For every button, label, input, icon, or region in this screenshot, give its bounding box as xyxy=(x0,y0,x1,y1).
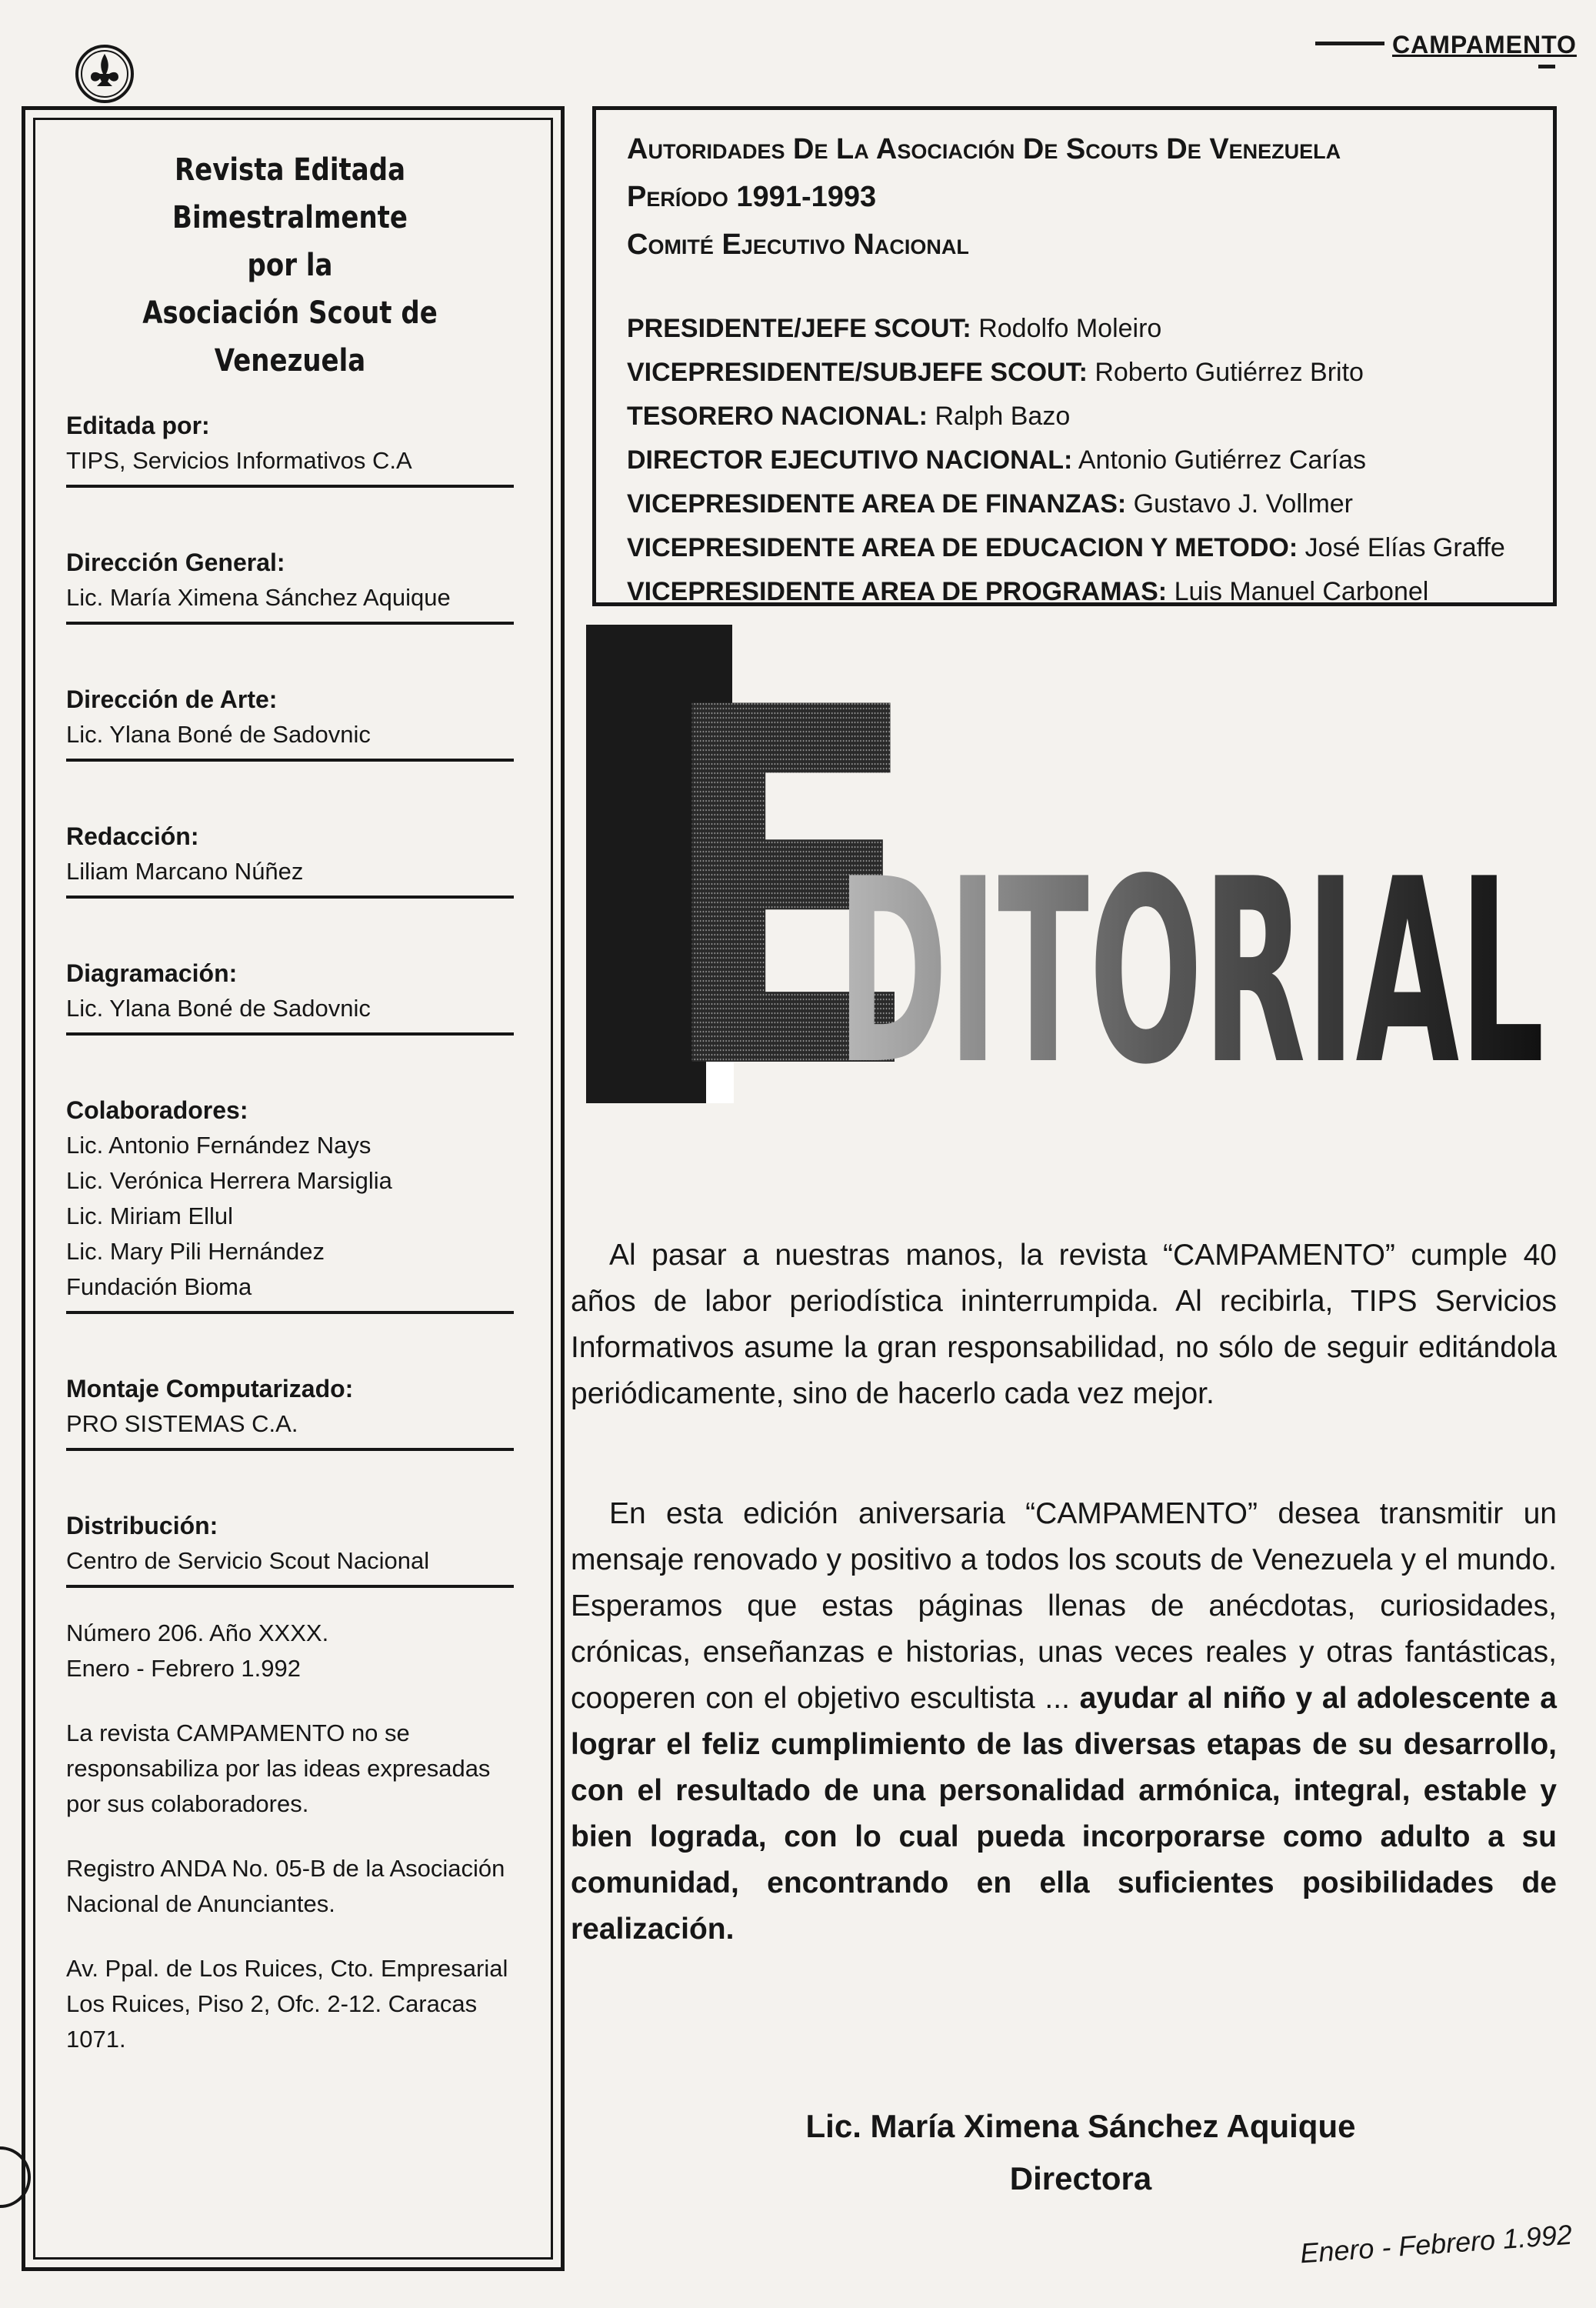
authority-name: Gustavo J. Vollmer xyxy=(1133,489,1354,519)
credit-value: Lic. Miriam Ellul xyxy=(66,1202,234,1229)
header-rule xyxy=(1315,42,1384,45)
credit-value: Liliam Marcano Núñez xyxy=(66,858,304,885)
authority-name: Rodolfo Moleiro xyxy=(978,314,1162,343)
editorial-paragraph-2-emphasis: ayudar al niño y al adolescente a lograr el feliz cumplimiento de las diversas etapas de su desarrollo, con el resultado de una personalidad armónica, integral, estable y bien lograda, con lo cual pueda incorporarse como adulto a su comunidad, encontrando en ella suficientes posibilidades de realización. xyxy=(571,1682,1557,1946)
credit-value: Lic. María Ximena Sánchez Aquique xyxy=(66,584,451,611)
signature-title: Directora xyxy=(1009,2160,1152,2196)
credit-label: Montaje Computarizado: xyxy=(66,1375,354,1402)
credit-direccion-general xyxy=(66,545,514,625)
masthead-title-line: Asociación Scout de Venezuela xyxy=(142,295,438,379)
authority-member xyxy=(627,351,1522,395)
authority-member xyxy=(627,307,1522,351)
credit-distribucion xyxy=(66,1508,514,1588)
credit-value: PRO SISTEMAS C.A. xyxy=(66,1410,298,1437)
credit-value: Lic. Verónica Herrera Marsiglia xyxy=(66,1167,392,1194)
authority-role: DIRECTOR EJECUTIVO NACIONAL: xyxy=(627,445,1073,475)
authority-role: VICEPRESIDENTE AREA DE FINANZAS: xyxy=(627,489,1127,519)
disclaimer: La revista CAMPAMENTO no se responsabiliza por las ideas expresadas por sus colaboradores. xyxy=(66,1719,491,1817)
credit-value: Centro de Servicio Scout Nacional xyxy=(66,1547,430,1574)
credit-redaccion xyxy=(66,819,514,899)
authorities-box xyxy=(592,106,1557,606)
authority-name: José Elías Graffe xyxy=(1304,533,1505,562)
authority-role: PRESIDENTE/JEFE SCOUT: xyxy=(627,314,971,343)
authorities-spacer xyxy=(627,268,1522,307)
footer-date: Enero - Febrero 1.992 xyxy=(1298,2218,1574,2270)
issue-info xyxy=(66,1616,514,1686)
credit-value: Lic. Ylana Boné de Sadovnic xyxy=(66,995,371,1022)
editorial-signature xyxy=(615,2100,1546,2205)
authority-role: VICEPRESIDENTE AREA DE PROGRAMAS: xyxy=(627,577,1168,606)
credit-diagramacion xyxy=(66,956,514,1036)
masthead-title xyxy=(100,146,481,385)
editorial-paragraph-2-intro: En esta edición aniversaria “CAMPAMENTO” desea transmitir un mensaje renovado y positivo a todos los scouts de Venezuela y el mundo. Esperamos que estas páginas llenas de anécdotas, curiosidades, crónicas, enseñanzas e historias, unas veces reales y otras fantásticas, cooperen con el objetivo escultista ... xyxy=(571,1497,1557,1715)
credit-value: Fundación Bioma xyxy=(66,1273,252,1300)
address: Av. Ppal. de Los Ruices, Cto. Empresarial Los Ruices, Piso 2, Ofc. 2-12. Caracas 1071. xyxy=(66,1955,508,2053)
credit-montaje xyxy=(66,1371,514,1451)
authority-name: Ralph Bazo xyxy=(935,402,1071,431)
credit-label: Colaboradores: xyxy=(66,1096,248,1124)
credit-value: Lic. Antonio Fernández Nays xyxy=(66,1132,372,1159)
authority-name: Roberto Gutiérrez Brito xyxy=(1095,358,1364,387)
authority-member xyxy=(627,439,1522,482)
credit-label: Distribución: xyxy=(66,1512,218,1539)
masthead-title-line: Revista Editada xyxy=(174,152,406,188)
scout-fleur-de-lis-icon xyxy=(74,43,135,105)
credit-colaboradores xyxy=(66,1092,514,1314)
signature-name: Lic. María Ximena Sánchez Aquique xyxy=(805,2108,1356,2144)
authorities-committee: Comité Ejecutivo Nacional xyxy=(627,228,969,261)
editorial-paragraph-2 xyxy=(571,1491,1557,1953)
masthead-inner-frame xyxy=(33,118,553,2260)
authority-role: VICEPRESIDENTE AREA DE EDUCACION Y METODO: xyxy=(627,533,1298,562)
masthead-title-line: por la xyxy=(247,248,333,283)
credit-label: Dirección General: xyxy=(66,549,285,576)
credit-value: Lic. Ylana Boné de Sadovnic xyxy=(66,721,371,748)
editorial-banner xyxy=(585,623,1569,1116)
editorial-title-rest: DITORIAL xyxy=(837,824,1544,1116)
credit-label: Dirección de Arte: xyxy=(66,685,278,713)
header-magazine-name: CAMPAMENTO xyxy=(1392,31,1577,58)
authority-member xyxy=(627,482,1522,526)
issue-date: Enero - Febrero 1.992 xyxy=(66,1655,302,1682)
authority-role: TESORERO NACIONAL: xyxy=(627,402,928,431)
authorities-period: Período 1991-1993 xyxy=(627,181,877,213)
masthead-title-line: Bimestralmente xyxy=(172,200,408,235)
authorities-heading: Autoridades De La Asociación De Scouts De Venezuela xyxy=(627,133,1341,165)
header-dash xyxy=(1538,65,1555,68)
editorial-initial-letter: E xyxy=(656,623,924,1116)
authority-role: VICEPRESIDENTE/SUBJEFE SCOUT: xyxy=(627,358,1088,387)
authority-name: Antonio Gutiérrez Carías xyxy=(1078,445,1367,475)
authority-member xyxy=(627,526,1522,570)
authority-member xyxy=(627,570,1522,614)
authority-name: Luis Manuel Carbonel xyxy=(1174,577,1429,606)
credit-direccion-de-arte xyxy=(66,682,514,762)
credit-value: Lic. Mary Pili Hernández xyxy=(66,1238,325,1265)
editorial-paragraph-1: Al pasar a nuestras manos, la revista “CAMPAMENTO” cumple 40 años de labor periodística ininterrumpida. Al recibirla, TIPS Servicios Informativos asume la gran responsabilidad, no sólo de seguir editándola periódicamente, sino de hacerlo cada vez mejor. xyxy=(571,1239,1557,1410)
credit-label: Diagramación: xyxy=(66,959,238,987)
credit-value: TIPS, Servicios Informativos C.A xyxy=(66,447,412,474)
credit-label: Editada por: xyxy=(66,412,210,439)
masthead-sidebar xyxy=(22,106,565,2271)
issue-number: Número 206. Año XXXX. xyxy=(66,1619,329,1646)
authority-member xyxy=(627,395,1522,439)
credit-editada-por xyxy=(66,408,514,488)
registry-note: Registro ANDA No. 05-B de la Asociación Nacional de Anunciantes. xyxy=(66,1855,505,1917)
credit-label: Redacción: xyxy=(66,822,199,850)
